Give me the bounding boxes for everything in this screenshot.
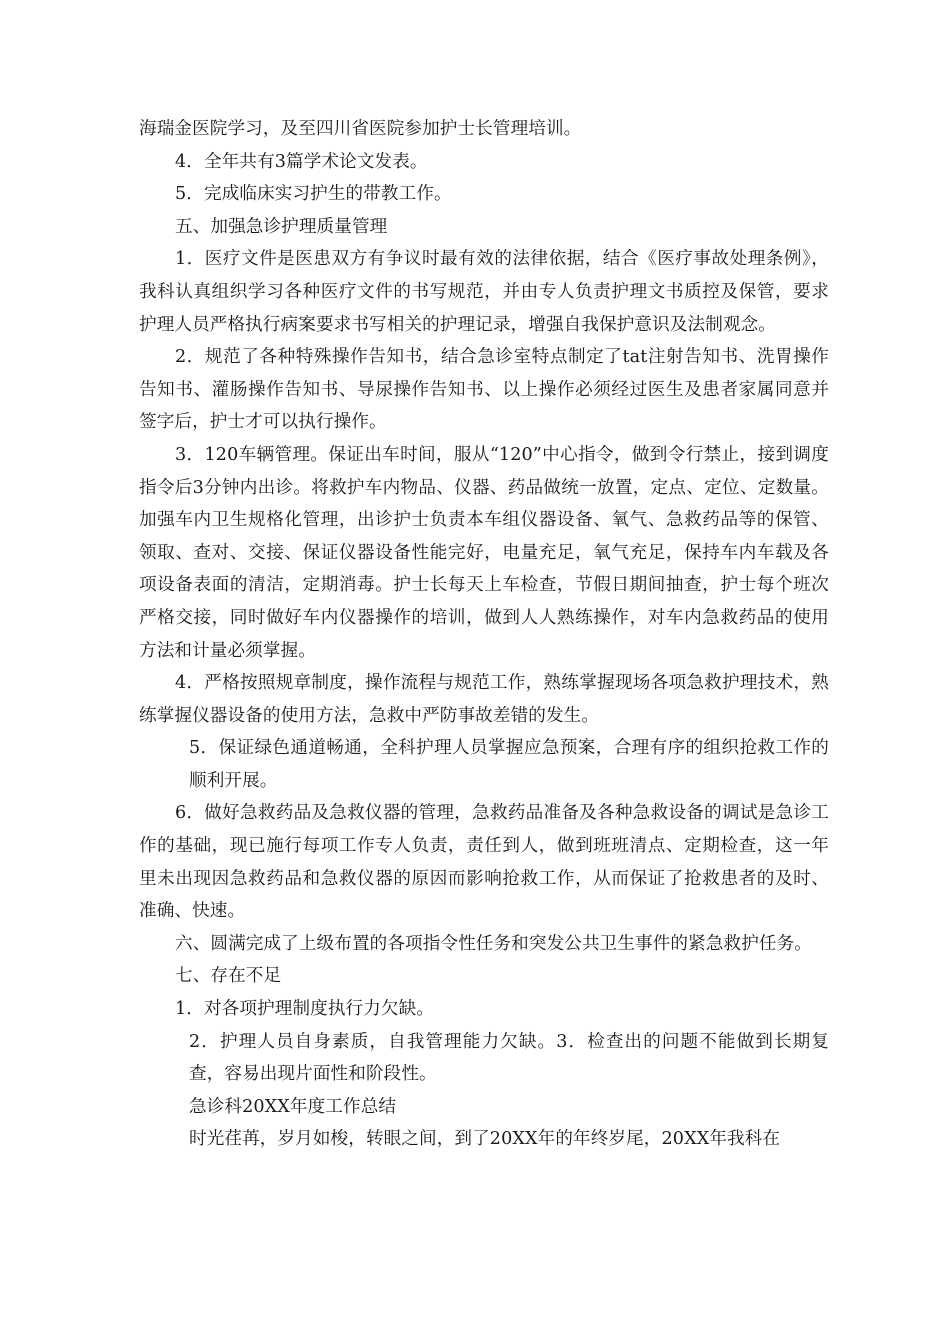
paragraph-intern-teaching: 5．完成临床实习护生的带教工作。 bbox=[175, 184, 452, 205]
paragraph-opening: 时光荏苒，岁月如梭，转眼之间，到了20XX年的年终岁尾，20XX年我科在 bbox=[189, 1129, 781, 1150]
document-subtitle: 急诊科20XX年度工作总结 bbox=[189, 1096, 397, 1117]
paragraph-procedures: 4．严格按照规章制度，操作流程与规范工作，熟练掌握现场各项急救护理技术，熟练掌握仪器设备的使用方法，急救中严防事故差错的发生。 bbox=[139, 673, 829, 726]
paragraph-shortcoming-2-3: 2．护理人员自身素质，自我管理能力欠缺。3．检查出的问题不能做到长期复查，容易出现片面性和阶段性。 bbox=[189, 1031, 829, 1085]
section-heading-tasks-completed: 六、圆满完成了上级布置的各项指令性任务和突发公共卫生事件的紧急救护任务。 bbox=[175, 933, 812, 954]
paragraph-ambulance-management: 3．120车辆管理。保证出车时间，服从“120”中心指令，做到令行禁止，接到调度指令后3分钟内出诊。将救护车内物品、仪器、药品做统一放置，定点、定位、定数量。加强车内卫生规格化管理，出诊护士负责本车组仪器设备、氧气、急救药品等的保管、领取、查对、交接、保证仪器设备性能完好，电量充足，氧气充足，保持车内车载及各项设备表面的清洁，定期消毒。护士长每天上车检查，节假日期间抽查，护士每个班次严格交接，同时做好车内仪器操作的培训，做到人人熟练操作，对车内急救药品的使用方法和计量必须掌握。 bbox=[139, 444, 829, 661]
paragraph-shortcoming-1: 1．对各项护理制度执行力欠缺。 bbox=[175, 999, 435, 1020]
paragraph-consent-forms: 2．规范了各种特殊操作告知书，结合急诊室特点制定了tat注射告知书、洗胃操作告知书、灌肠操作告知书、导尿操作告知书、以上操作必须经过医生及患者家属同意并签字后，护士才可以执行操作。 bbox=[139, 347, 829, 433]
document-body bbox=[139, 113, 829, 1156]
section-heading-quality-management: 五、加强急诊护理质量管理 bbox=[175, 216, 388, 237]
paragraph-continued-training: 海瑞金医院学习，及至四川省医院参加护士长管理培训。 bbox=[139, 119, 582, 139]
paragraph-papers-published: 4．全年共有3篇学术论文发表。 bbox=[175, 151, 428, 172]
paragraph-emergency-drugs: 6．做好急救药品及急救仪器的管理，急救药品准备及各种急救设备的调试是急诊工作的基础，现已施行每项工作专人负责，责任到人，做到班班清点、定期检查，这一年里未出现因急救药品和急救仪器的原因而影响抢救工作，从而保证了抢救患者的及时、准确、快速。 bbox=[139, 803, 829, 922]
paragraph-green-channel: 5．保证绿色通道畅通，全科护理人员掌握应急预案，合理有序的组织抢救工作的顺利开展。 bbox=[189, 738, 829, 791]
section-heading-shortcomings: 七、存在不足 bbox=[175, 966, 282, 987]
paragraph-medical-documents: 1．医疗文件是医患双方有争议时最有效的法律依据，结合《医疗事故处理条例》，我科认真组织学习各种医疗文件的书写规范，并由专人负责护理文书质控及保管，要求护理人员严格执行病案要求书写相关的护理记录，增强自我保护意识及法制观念。 bbox=[139, 249, 829, 335]
